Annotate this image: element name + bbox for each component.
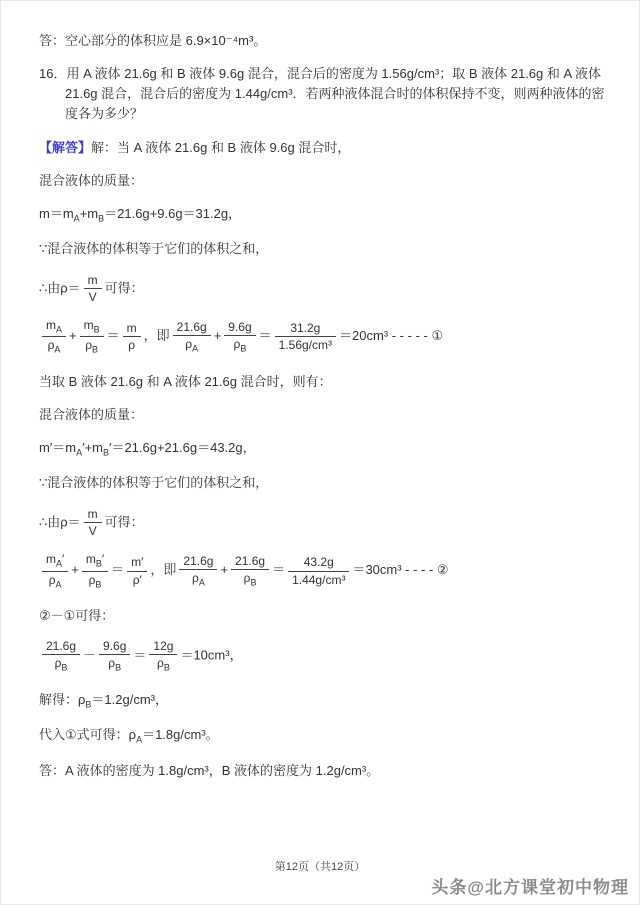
eq-text: ＝21.6g+9.6g＝31.2g， (104, 205, 242, 221)
eq-text: m (85, 552, 96, 567)
fraction (123, 321, 141, 353)
fraction-numerator (82, 552, 108, 571)
eq-sub: A (76, 447, 83, 458)
fraction-denominator (84, 289, 102, 304)
eq-text: ＝20cm³ - - - - - ① (339, 328, 444, 344)
fraction-denominator (224, 336, 255, 354)
eq-sub: A (192, 343, 199, 354)
fraction (288, 555, 349, 587)
fraction-numerator (288, 555, 349, 571)
eq-text: + (71, 562, 79, 578)
fraction (231, 554, 269, 589)
eq-text: 21.6g (183, 553, 214, 568)
fraction-denominator (42, 337, 66, 355)
fraction-denominator (173, 336, 211, 354)
fraction-numerator (275, 321, 336, 337)
fraction-denominator (179, 570, 217, 588)
eq-sub: A (198, 577, 205, 588)
eq-sub: A (54, 344, 61, 355)
fraction (42, 639, 80, 674)
eq-text: 21.6g (176, 319, 207, 334)
eq-text: ρ (233, 337, 241, 352)
eq-text: + (69, 328, 77, 344)
fraction-numerator (179, 554, 217, 570)
eq-sub: B (98, 213, 105, 224)
fraction (127, 555, 147, 587)
fraction (224, 320, 255, 355)
fraction (149, 639, 177, 674)
document-content (1, 1, 639, 781)
eq-text: ρ (185, 337, 193, 352)
eq-sub: A (56, 558, 63, 569)
eq-sub: B (95, 558, 102, 569)
fraction-denominator (288, 572, 349, 587)
equation-1 (39, 318, 605, 355)
because-line-1: ∵混合液体的体积等于它们的体积之和， (39, 241, 269, 257)
eq-text: ，即 (143, 328, 170, 344)
solve-a-line (39, 725, 605, 748)
eq-text: ＝ (258, 328, 272, 344)
eq-text: 21.6g (46, 638, 77, 653)
eq-text: ＝10cm³， (180, 647, 243, 663)
eq-text: ＝ (133, 647, 147, 663)
fraction-numerator (42, 639, 80, 655)
eq-sub: B (85, 699, 92, 710)
fraction-denominator (149, 655, 177, 673)
eq-text: ′ (101, 552, 105, 567)
eq-sub: A (136, 734, 143, 745)
eq-text: 31.2g (290, 321, 321, 336)
eq-text: m (126, 321, 137, 336)
mass-equation-2 (39, 438, 605, 461)
eq-text: 43.2g (303, 555, 334, 570)
eq-text: m＝m (39, 205, 74, 221)
eq-text: ρ (47, 338, 55, 353)
fraction-numerator (127, 555, 147, 571)
eq-text: 21.6g (235, 553, 266, 568)
eq-sub: B (102, 447, 109, 458)
fraction-denominator (99, 655, 130, 673)
eq-text: ρ (88, 572, 96, 587)
solve-b-line (39, 690, 605, 713)
eq-text: m′＝m (39, 439, 77, 455)
fraction-numerator (84, 273, 102, 289)
fraction (275, 321, 336, 353)
fraction-denominator (127, 572, 147, 587)
watermark-text: 头条@北方课堂初中物理 (431, 878, 629, 897)
eq-text: ρ (48, 572, 56, 587)
eq-sub: B (250, 577, 257, 588)
problem-16-text: 16．用 A 液体 21.6g 和 B 液体 9.6g 混合，混合后的密度为 1.56g/cm³；取 B 液体 21.6g 和 A 液体 21.6g 混合，混合后的密度为 1.44g/cm³．若两种液体混合时的体积保持不变，则两种液体的密度各为多少？ (39, 66, 605, 122)
eq-sub: A (55, 578, 62, 589)
because-line-2: ∵混合液体的体积等于它们的体积之和， (39, 475, 269, 491)
eq-text: ＝ (111, 562, 125, 578)
fraction (99, 639, 130, 674)
fraction-numerator (84, 507, 102, 523)
fraction-numerator (231, 554, 269, 570)
eq-text: m (46, 318, 56, 333)
eq-text: + (220, 562, 229, 578)
eq-text: ρ (54, 656, 62, 671)
fraction-denominator (275, 337, 336, 352)
eq-text: m′ (131, 555, 144, 570)
eq-text: ρ (157, 656, 164, 671)
fraction-numerator (149, 639, 177, 655)
eq-text: 1.44g/cm³ (292, 572, 346, 587)
fraction-numerator (173, 320, 211, 336)
eq-sub: B (61, 662, 68, 673)
solution-intro: 解：当 A 液体 21.6g 和 B 液体 9.6g 混合时， (91, 139, 351, 155)
eq-text: ∴由ρ＝ (39, 279, 81, 295)
eq-text: ＝30cm³ - - - - ② (352, 562, 449, 578)
eq-text: 可得： (104, 513, 144, 529)
case-2-line: 当取 B 液体 21.6g 和 A 液体 21.6g 混合时，则有： (39, 373, 332, 389)
eq-text: ′+m (82, 439, 103, 455)
fraction-denominator (84, 523, 102, 538)
fraction (84, 507, 102, 539)
fraction-denominator (231, 570, 269, 588)
eq-text: + (213, 328, 222, 344)
eq-text: ＝1.8g/cm³。 (142, 727, 219, 743)
fraction (42, 552, 68, 589)
eq-text: 9.6g (228, 319, 252, 334)
eq-text: ，即 (150, 562, 177, 578)
eq-text: ＝1.2g/cm³， (91, 691, 168, 707)
eq-text: ρ (108, 656, 116, 671)
density-formula-line-1 (39, 273, 605, 305)
eq-text: +m (79, 205, 99, 221)
eq-text: 12g (153, 638, 174, 653)
eq-sub: B (95, 578, 102, 589)
eq-text: ρ (128, 338, 136, 353)
eq-text: V (88, 524, 97, 539)
eq-text: m (87, 272, 98, 287)
eq-text: ρ (85, 338, 93, 353)
fraction (84, 273, 102, 305)
subtract-line: ②－①可得： (39, 607, 115, 623)
fraction-numerator (80, 318, 104, 337)
eq-text: ρ (243, 571, 251, 586)
eq-text: 可得： (104, 279, 144, 295)
density-formula-line-2 (39, 507, 605, 539)
fraction-numerator (42, 318, 66, 337)
eq-sub: B (115, 662, 122, 673)
fraction-denominator (82, 572, 108, 590)
eq-text: m (87, 506, 98, 521)
fraction-denominator (42, 655, 80, 673)
eq-text: ′ (62, 552, 65, 567)
eq-sub: B (92, 344, 99, 355)
solution-line (39, 138, 605, 158)
eq-text: m (83, 318, 94, 333)
fraction-numerator (42, 552, 68, 571)
eq-text: ′＝21.6g+21.6g＝43.2g， (109, 439, 256, 455)
solution-tag: 【解答】 (39, 139, 92, 155)
final-answer-line: 答：A 液体的密度为 1.8g/cm³，B 液体的密度为 1.2g/cm³。 (39, 762, 380, 778)
eq-sub: A (56, 324, 63, 335)
eq-text: V (88, 289, 97, 304)
eq-text: m (46, 552, 56, 567)
fraction-numerator (123, 321, 141, 337)
page-number-footer: 第12页（共12页） (274, 861, 366, 873)
eq-text: 代入①式可得：ρ (39, 727, 137, 743)
equation-3 (39, 639, 605, 674)
fraction-denominator (80, 337, 104, 355)
mass-equation-1 (39, 204, 605, 227)
eq-text: 1.56g/cm³ (278, 338, 333, 353)
mass-label-2: 混合液体的质量： (39, 406, 144, 422)
fraction-numerator (224, 320, 255, 336)
equation-2 (39, 552, 605, 589)
fraction-denominator (42, 572, 68, 590)
eq-text: ＝ (106, 328, 120, 344)
fraction (42, 318, 66, 355)
mass-label-1: 混合液体的质量： (39, 172, 144, 188)
eq-text: ∴由ρ＝ (39, 513, 81, 529)
eq-sub: A (73, 213, 80, 224)
eq-text: 9.6g (103, 638, 127, 653)
eq-text: － (83, 647, 97, 663)
fraction (82, 552, 108, 589)
fraction (173, 320, 211, 355)
prev-answer-line: 答：空心部分的体积应是 6.9×10⁻⁴m³。 (39, 33, 267, 48)
fraction (179, 554, 217, 589)
eq-sub: B (240, 343, 247, 354)
eq-text: 解得：ρ (39, 691, 86, 707)
eq-text: ＝ (272, 562, 286, 578)
fraction-numerator (99, 639, 130, 655)
fraction-denominator (123, 337, 141, 352)
eq-text: ρ′ (132, 572, 142, 587)
eq-sub: B (163, 662, 170, 673)
eq-text: ρ (192, 571, 199, 586)
eq-sub: B (93, 324, 100, 335)
fraction (80, 318, 104, 355)
